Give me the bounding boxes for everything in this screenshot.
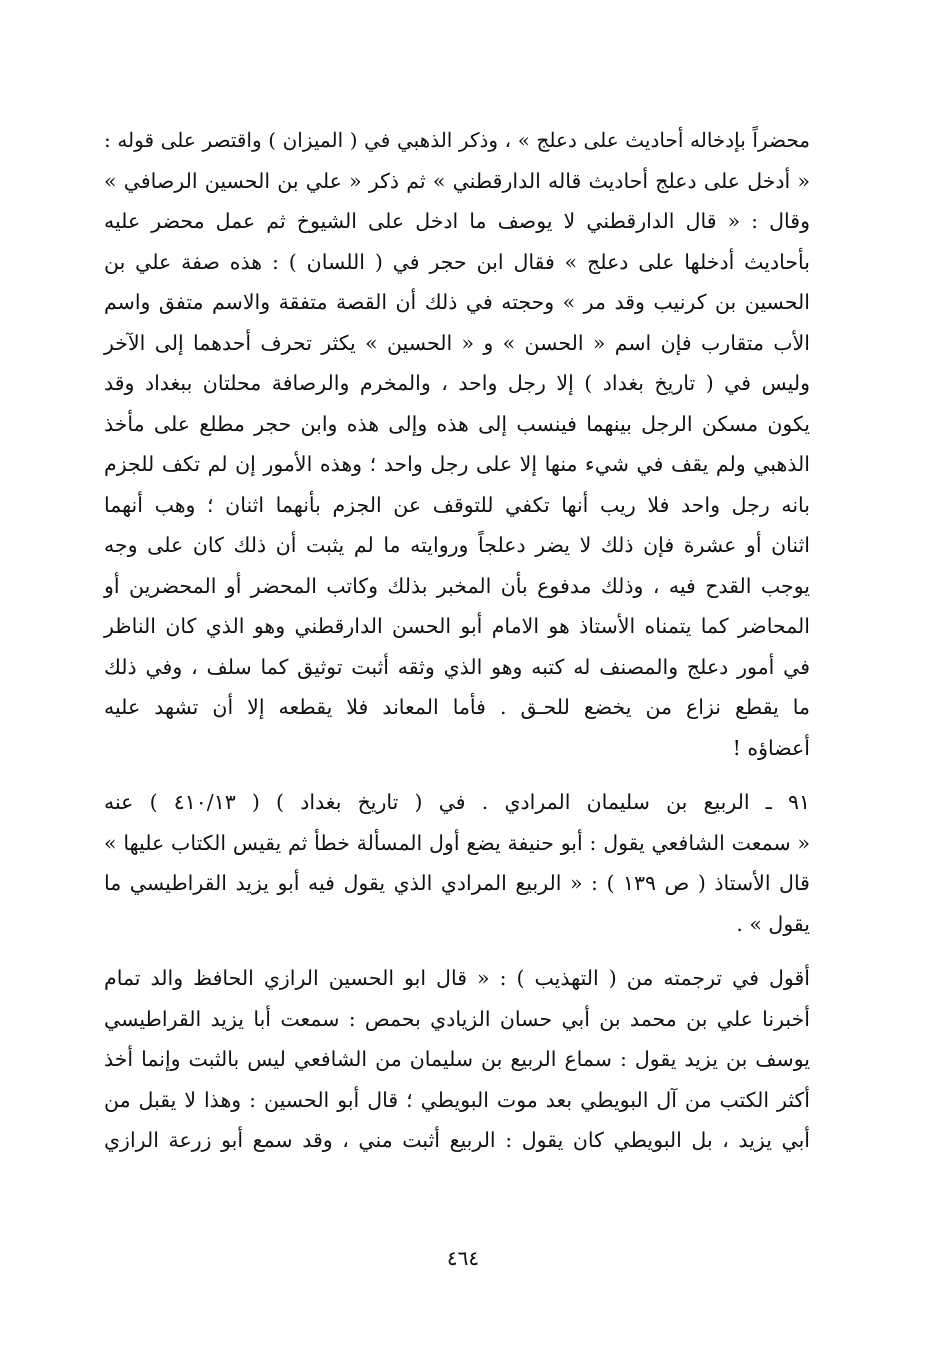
text-line: الحسين بن كرنيب وقد مر » وحجته في ذلك أن القصة متفقة والاسم متفق واسم xyxy=(104,290,810,314)
text-line: اثنان أو عشرة فإن ذلك لا يضر دعلجاً وروايته ما لم يثبت أن ذلك كان على وجه xyxy=(104,533,810,557)
text-line: أبي يزيد ، بل البويطي كان يقول : الربيع أثبت مني ، وقد سمع أبو زرعة الرازي xyxy=(104,1128,810,1152)
text-line: وليس في ( تاريخ بغداد ) إلا رجل واحد ، والمخرم والرصافة محلتان ببغداد وقد xyxy=(104,371,810,395)
text-line: يوجب القدح فيه ، وذلك مدفوع بأن المخبر بذلك وكاتب المحضر أو المحضرين أو xyxy=(104,573,810,598)
body-text xyxy=(104,120,810,1161)
text-line: ما يقطع نزاع من يخضع للحـق . فأما المعاند فلا يقطعه إلا أن تشهد عليه xyxy=(104,695,810,719)
text-line: أخبرنا علي بن محمد بن أبي حسان الزيادي بحمص : سمعت أبا يزيد القراطيسي xyxy=(104,1006,810,1031)
text-line: « سمعت الشافعي يقول : أبو حنيفة يضع أول المسألة خطأ ثم يقيس الكتاب عليها » xyxy=(104,830,810,855)
text-line: محضراً بإدخاله أحاديث على دعلج » ، وذكر الذهبي في ( الميزان ) واقتصر على قوله : xyxy=(104,128,810,152)
text-line: أعضاؤه ! xyxy=(732,735,810,760)
text-line: بانه رجل واحد فلا ريب أنها تكفي للتوقف عن الجزم بأنهما اثنان ؛ وهب أنهما xyxy=(104,492,810,517)
text-line: يقول » . xyxy=(736,911,810,936)
text-line: يوسف بن يزيد يقول : سماع الربيع بن سليمان من الشافعي ليس بالثبت وإنما أخذ xyxy=(104,1047,810,1071)
text-line: في أمور دعلج والمصنف له كتبه وهو الذي وثقه أثبت توثيق كما سلف ، وفي ذلك xyxy=(104,654,810,679)
text-line: وقال : « قال الدارقطني لا يوصف ما ادخل على الشيوخ ثم عمل محضر عليه xyxy=(104,209,810,233)
entry-heading: ٩١ ـ الربيع بن سليمان المرادي . في ( تاريخ بغداد ) ( ٤١٠/١٣ ) عنه xyxy=(104,790,810,814)
text-line: بأحاديث أدخلها على دعلج » فقال ابن حجر في ( اللسان ) : هذه صفة علي بن xyxy=(104,249,810,274)
text-line: قال الأستاذ ( ص ١٣٩ ) : « الربيع المرادي الذي يقول فيه أبو يزيد القراطيسي ما xyxy=(104,871,810,895)
text-line: الأب متقارب فإن اسم « الحسن » و « الحسين » يكثر تحرف أحدهما إلى الآخر xyxy=(104,330,810,355)
page-number: ٤٦٤ xyxy=(446,1246,480,1270)
text-line: يكون مسكن الرجل بينهما فينسب إلى هذه وإلى هذه وابن حجر مطلع على مأخذ xyxy=(104,411,810,436)
text-line: أكثر الكتب من آل البويطي بعد موت البويطي ؛ قال أبو الحسين : وهذا لا يقبل من xyxy=(104,1087,810,1112)
text-line: أقول في ترجمته من ( التهذيب ) : « قال ابو الحسين الرازي الحافظ والد تمام xyxy=(104,966,810,990)
text-line: المحاضر كما يتمناه الأستاذ هو الامام أبو الحسن الدارقطني وهو الذي كان الناظر xyxy=(104,614,810,638)
text-line: « أدخل على دعلج أحاديث قاله الدارقطني » ثم ذكر « علي بن الحسين الرصافي » xyxy=(104,168,810,193)
text-line: الذهبي ولم يقف في شيء منها إلا على رجل واحد ؛ وهذه الأمور إن لم تكف للجزم xyxy=(104,452,810,476)
